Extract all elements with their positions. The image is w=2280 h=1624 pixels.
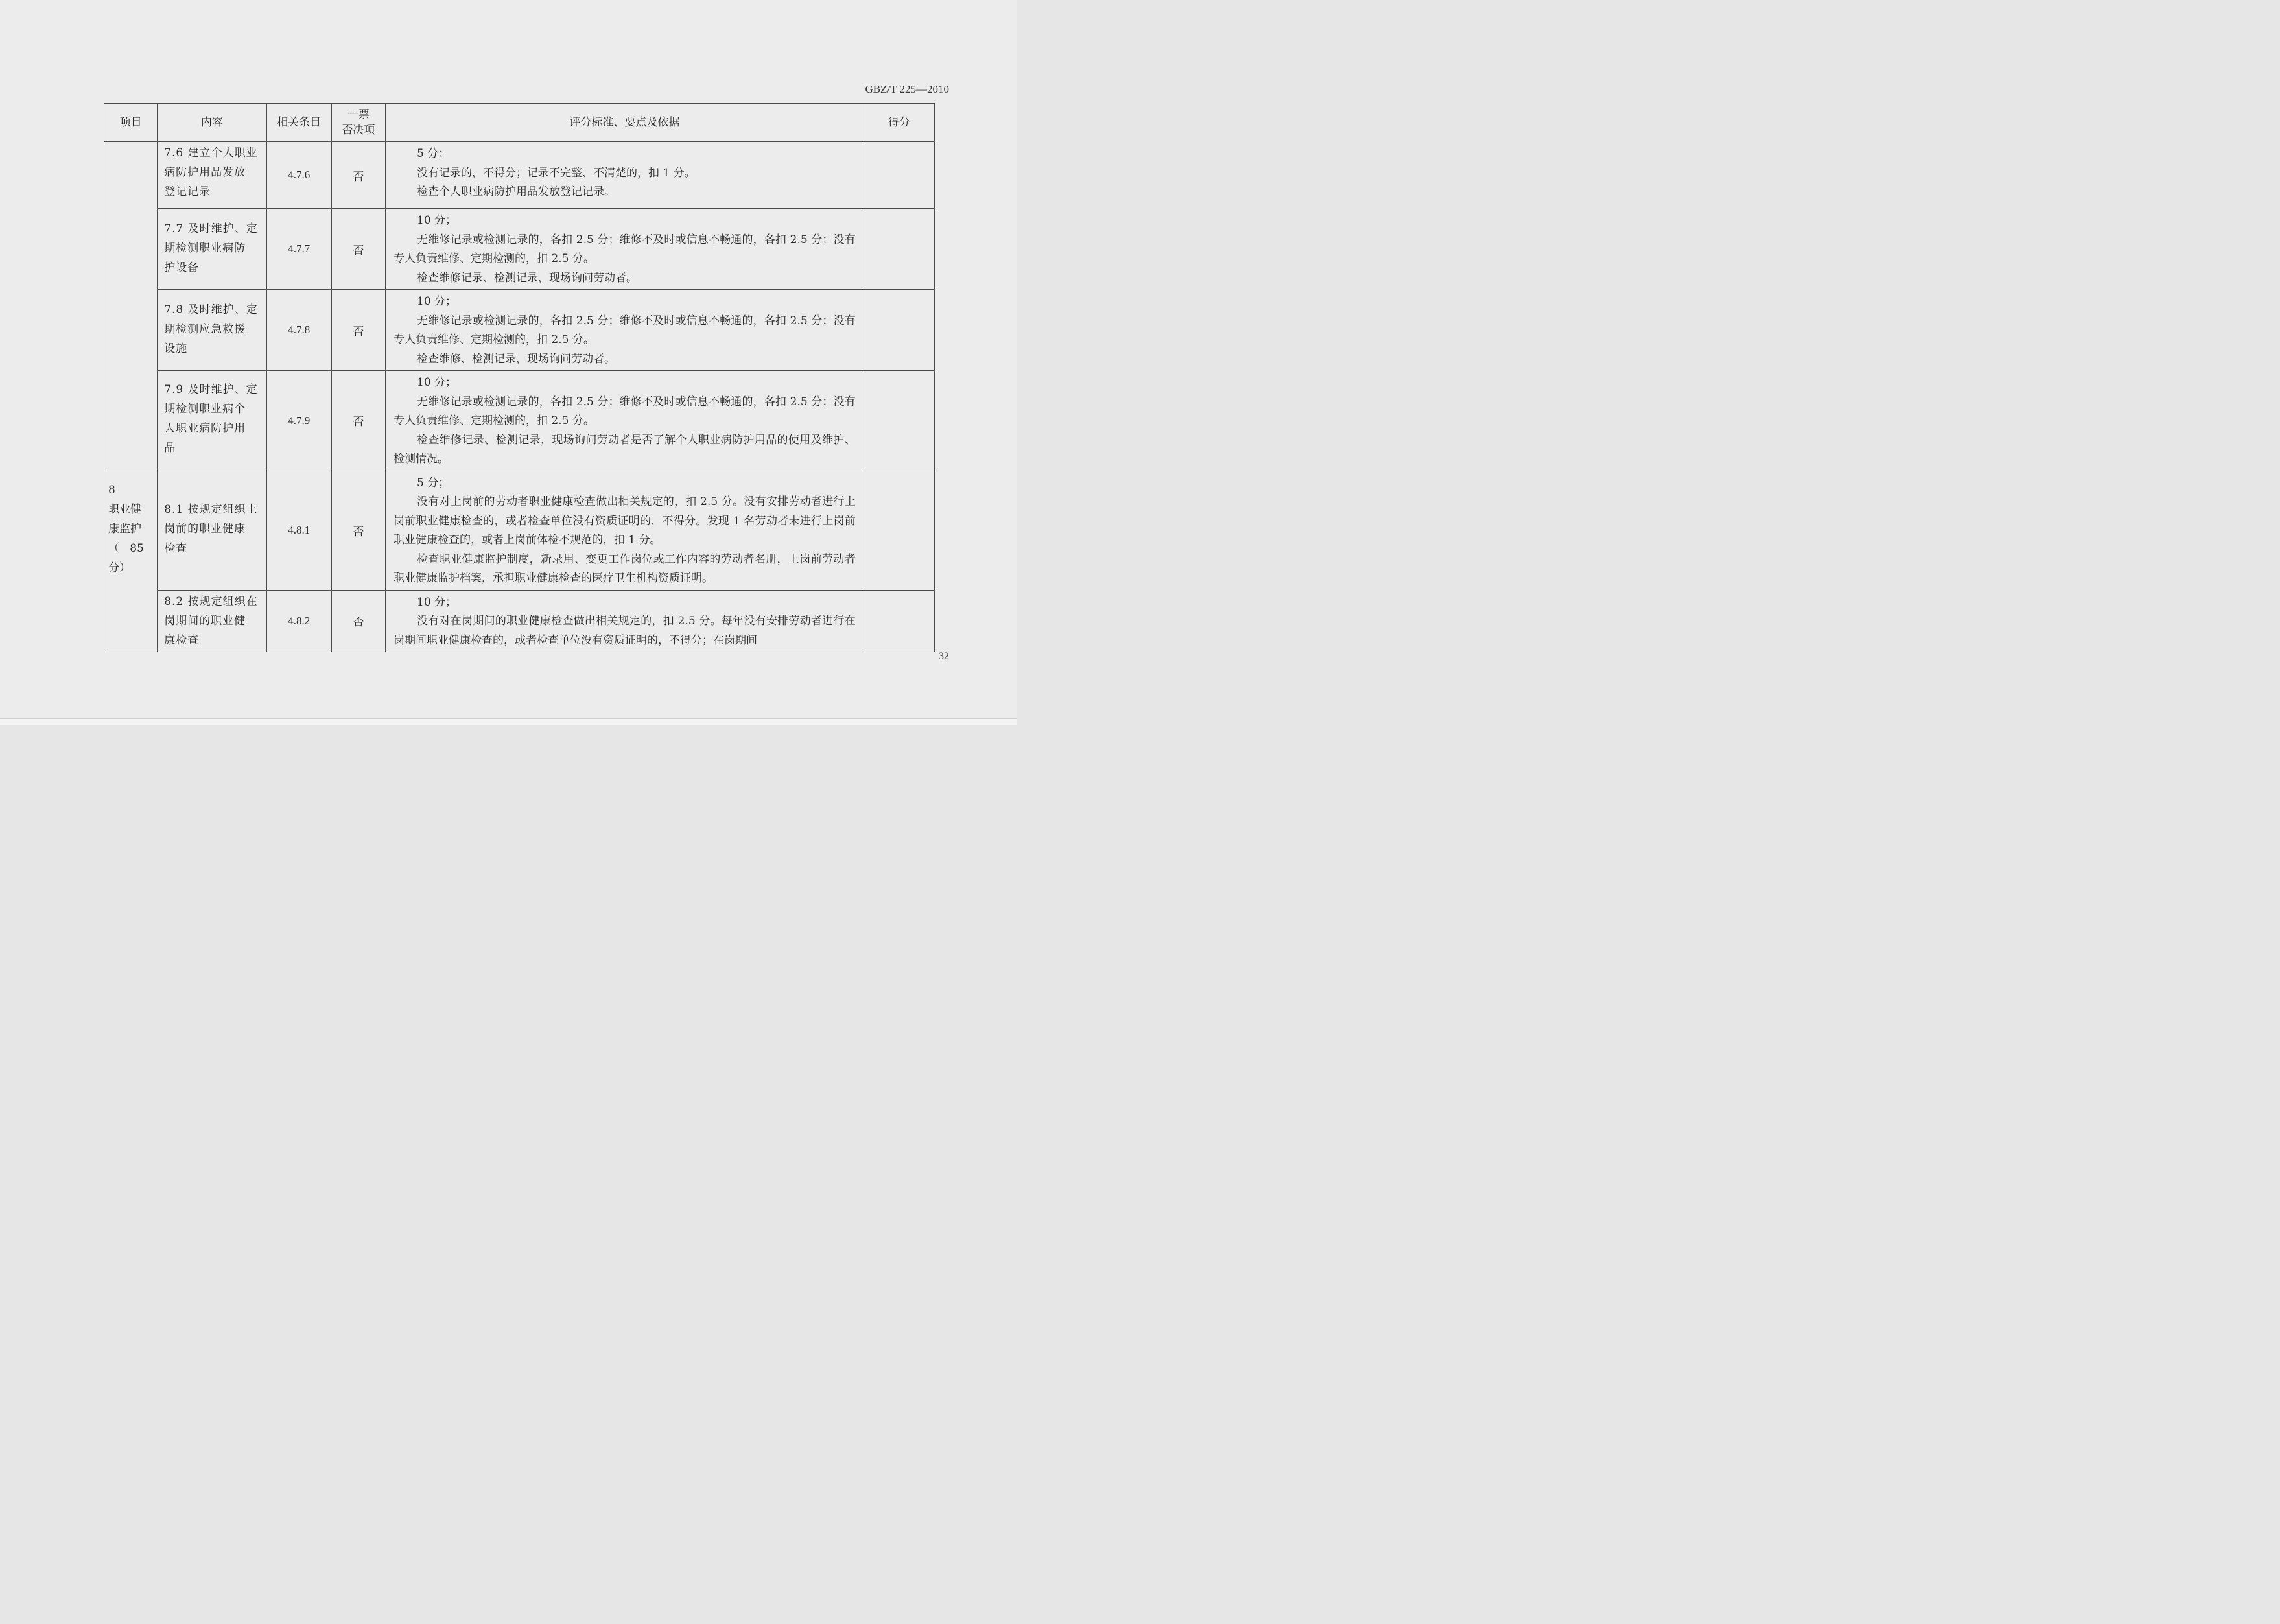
header-item: 项目 <box>104 104 158 142</box>
content-cell <box>158 142 266 209</box>
criteria-cell <box>386 590 864 652</box>
content-line: 人职业病防护用 <box>164 422 246 435</box>
criteria-paragraph: 5 分； <box>417 476 450 489</box>
table-row <box>104 142 935 209</box>
content-line: 登记记录 <box>164 185 211 198</box>
content-line: 期检测职业病防 <box>164 242 246 255</box>
ref-cell: 4.8.1 <box>266 471 331 590</box>
criteria-cell <box>386 290 864 371</box>
table-row <box>104 371 935 471</box>
table-row <box>104 290 935 371</box>
criteria-paragraph: 检查维修记录、检测记录，现场询问劳动者是否了解个人职业病防护用品的使用及维护、检测情况。 <box>394 433 856 465</box>
group8-name-line: 职业健 <box>108 502 141 516</box>
score-cell <box>864 590 934 652</box>
content-cell <box>158 590 266 652</box>
standard-code: GBZ/T 225—2010 <box>865 83 949 95</box>
header-content: 内容 <box>158 104 266 142</box>
criteria-paragraph: 没有记录的，不得分；记录不完整、不清楚的，扣 1 分。 <box>417 166 696 180</box>
criteria-paragraph: 没有对上岗前的劳动者职业健康检查做出相关规定的，扣 2.5 分。没有安排劳动者进行上岗前职业健康检查的，或者检查单位没有资质证明的，不得分。发现 1 名劳动者未进行上岗前职业健康检查的，或者上岗前体检不规范的，扣 1 分。 <box>394 495 856 547</box>
group7-item-cell <box>104 142 158 471</box>
ref-cell: 4.7.9 <box>266 371 331 471</box>
content-line: 护设备 <box>164 261 200 274</box>
content-line: 康检查 <box>164 633 200 647</box>
criteria-paragraph: 检查个人职业病防护用品发放登记记录。 <box>417 185 615 198</box>
content-line: 岗前的职业健康 <box>164 522 246 535</box>
criteria-cell <box>386 471 864 590</box>
score-cell <box>864 290 934 371</box>
criteria-paragraph: 无维修记录或检测记录的，各扣 2.5 分；维修不及时或信息不畅通的，各扣 2.5 分；没有专人负责维修、定期检测的，扣 2.5 分。 <box>394 395 856 427</box>
ref-cell: 4.7.8 <box>266 290 331 371</box>
content-line: 品 <box>164 441 176 454</box>
ref-cell: 4.7.6 <box>266 142 331 209</box>
group8-name-line: 康监护 <box>108 522 141 535</box>
header-ref: 相关条目 <box>266 104 331 142</box>
criteria-paragraph: 无维修记录或检测记录的，各扣 2.5 分；维修不及时或信息不畅通的，各扣 2.5 分；没有专人负责维修、定期检测的，扣 2.5 分。 <box>394 314 856 346</box>
content-line: 7.7 及时维护、定 <box>164 222 258 235</box>
content-line: 期检测应急救援 <box>164 323 246 336</box>
criteria-paragraph: 没有对在岗期间的职业健康检查做出相关规定的，扣 2.5 分。每年没有安排劳动者进行在岗期间职业健康检查的，或者检查单位没有资质证明的，不得分；在岗期间 <box>394 615 856 647</box>
content-line: 检查 <box>164 541 188 555</box>
page-edge <box>0 718 1017 725</box>
table-header-row <box>104 104 935 142</box>
group8-name-line: （ 85 <box>108 541 144 555</box>
veto-cell: 否 <box>331 590 385 652</box>
header-score: 得分 <box>864 104 934 142</box>
content-line: 设施 <box>164 342 188 355</box>
content-line: 岗期间的职业健 <box>164 614 246 628</box>
criteria-paragraph: 5 分； <box>417 147 450 160</box>
criteria-cell <box>386 142 864 209</box>
veto-cell: 否 <box>331 209 385 290</box>
ref-cell: 4.8.2 <box>266 590 331 652</box>
criteria-cell <box>386 371 864 471</box>
group8-number: 8 <box>108 483 115 497</box>
criteria-paragraph: 检查维修记录、检测记录，现场询问劳动者。 <box>417 271 637 285</box>
table-row <box>104 209 935 290</box>
header-veto-line2: 否决项 <box>342 124 375 137</box>
criteria-paragraph: 10 分； <box>417 376 457 389</box>
document-page <box>0 0 1017 718</box>
page-number: 32 <box>939 651 949 662</box>
header-veto-line1: 一票 <box>347 108 370 121</box>
group8-item-cell <box>104 471 158 652</box>
content-line: 7.9 及时维护、定 <box>164 383 258 396</box>
score-cell <box>864 209 934 290</box>
content-cell <box>158 290 266 371</box>
content-line: 8.2 按规定组织在 <box>164 594 258 608</box>
header-veto <box>331 104 385 142</box>
score-cell <box>864 371 934 471</box>
table-row <box>104 471 935 590</box>
evaluation-table <box>104 103 935 652</box>
veto-cell: 否 <box>331 471 385 590</box>
criteria-paragraph: 检查职业健康监护制度，新录用、变更工作岗位或工作内容的劳动者名册，上岗前劳动者职业健康监护档案，承担职业健康检查的医疗卫生机构资质证明。 <box>394 552 856 585</box>
content-cell <box>158 471 266 590</box>
ref-cell: 4.7.7 <box>266 209 331 290</box>
veto-cell: 否 <box>331 142 385 209</box>
criteria-paragraph: 10 分； <box>417 595 457 609</box>
group8-name-line: 分） <box>108 561 130 574</box>
criteria-paragraph: 10 分； <box>417 295 457 308</box>
content-line: 7.6 建立个人职业 <box>164 147 258 159</box>
veto-cell: 否 <box>331 290 385 371</box>
criteria-cell <box>386 209 864 290</box>
content-cell <box>158 209 266 290</box>
score-cell <box>864 471 934 590</box>
content-line: 7.8 及时维护、定 <box>164 303 258 316</box>
content-cell <box>158 371 266 471</box>
score-cell <box>864 142 934 209</box>
criteria-paragraph: 检查维修、检测记录，现场询问劳动者。 <box>417 352 615 366</box>
content-line: 病防护用品发放 <box>164 166 246 179</box>
veto-cell: 否 <box>331 371 385 471</box>
table-row <box>104 590 935 652</box>
criteria-paragraph: 10 分； <box>417 214 457 227</box>
criteria-paragraph: 无维修记录或检测记录的，各扣 2.5 分；维修不及时或信息不畅通的，各扣 2.5 分；没有专人负责维修、定期检测的，扣 2.5 分。 <box>394 233 856 265</box>
content-line: 8.1 按规定组织上 <box>164 502 258 516</box>
header-criteria: 评分标准、要点及依据 <box>386 104 864 142</box>
content-line: 期检测职业病个 <box>164 403 246 416</box>
